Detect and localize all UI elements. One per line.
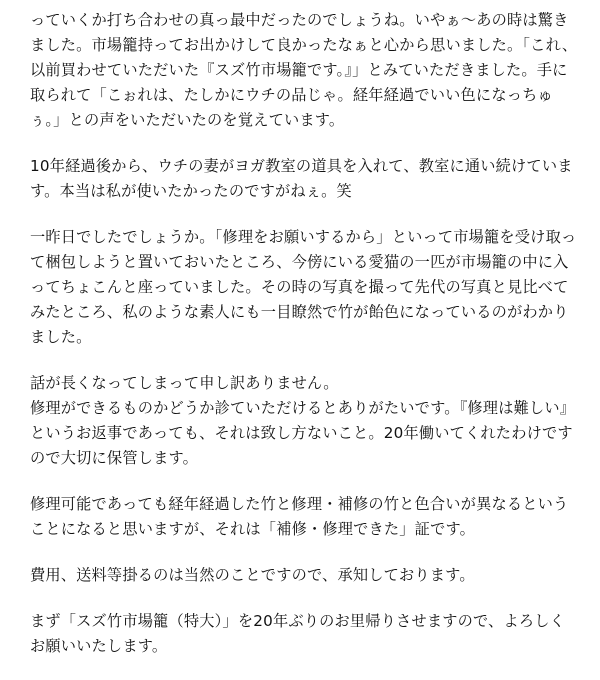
letter-body [30,8,580,680]
paragraph-send-basket-home: まず「スズ竹市場籠（特大）」を20年ぶりのお里帰りさせますので、よろしくお願いいたします。 [30,612,565,655]
paragraph-costs-acknowledged: 費用、送料等掛るのは当然のことですので、承知しております。 [30,566,475,584]
paragraph-repair-request: 修理ができるものかどうか診ていただけるとありがたいです。『修理は難しい』というお返事であっても、それは致し方ないこと。20年働いてくれたわけですので大切に保管します。 [30,399,576,467]
paragraph-wife-yoga-use: 10年経過後から、ウチの妻がヨガ教室の道具を入れて、教室に通い続けています。本当は私が使いたかったのですがねぇ。笑 [30,157,573,200]
paragraph-apology: 話が長くなってしまって申し訳ありません。 [30,374,339,392]
paragraph-color-difference: 修理可能であっても経年経過した竹と修理・補修の竹と色合いが異なるということになると思いますが、それは「補修・修理できた」証です。 [30,495,569,538]
paragraph-cat-in-basket: 一昨日でしたでしょうか。「修理をお願いするから」といって市場籠を受け取って梱包しようと置いておいたところ、今傍にいる愛猫の一匹が市場籠の中に入ってちょこんと座っていました。その時の写真を撮って先代の写真と見比べてみたところ、私のような素人にも一目瞭然で竹が飴色になっているのがわかりました。 [30,228,577,346]
paragraph-market-basket-encounter: っていくか打ち合わせの真っ最中だったのでしょうね。いやぁ〜あの時は驚きました。市場籠持ってお出かけして良かったなぁと心から思いました。「これ、以前買わせていただいた『スズ竹市場籠です。』」とみていただきました。手に取られて「こぉれは、たしかにウチの品じゃ。経年経過でいい色になっちゅぅ。」との声をいただいたのを覚えています。 [30,11,578,129]
